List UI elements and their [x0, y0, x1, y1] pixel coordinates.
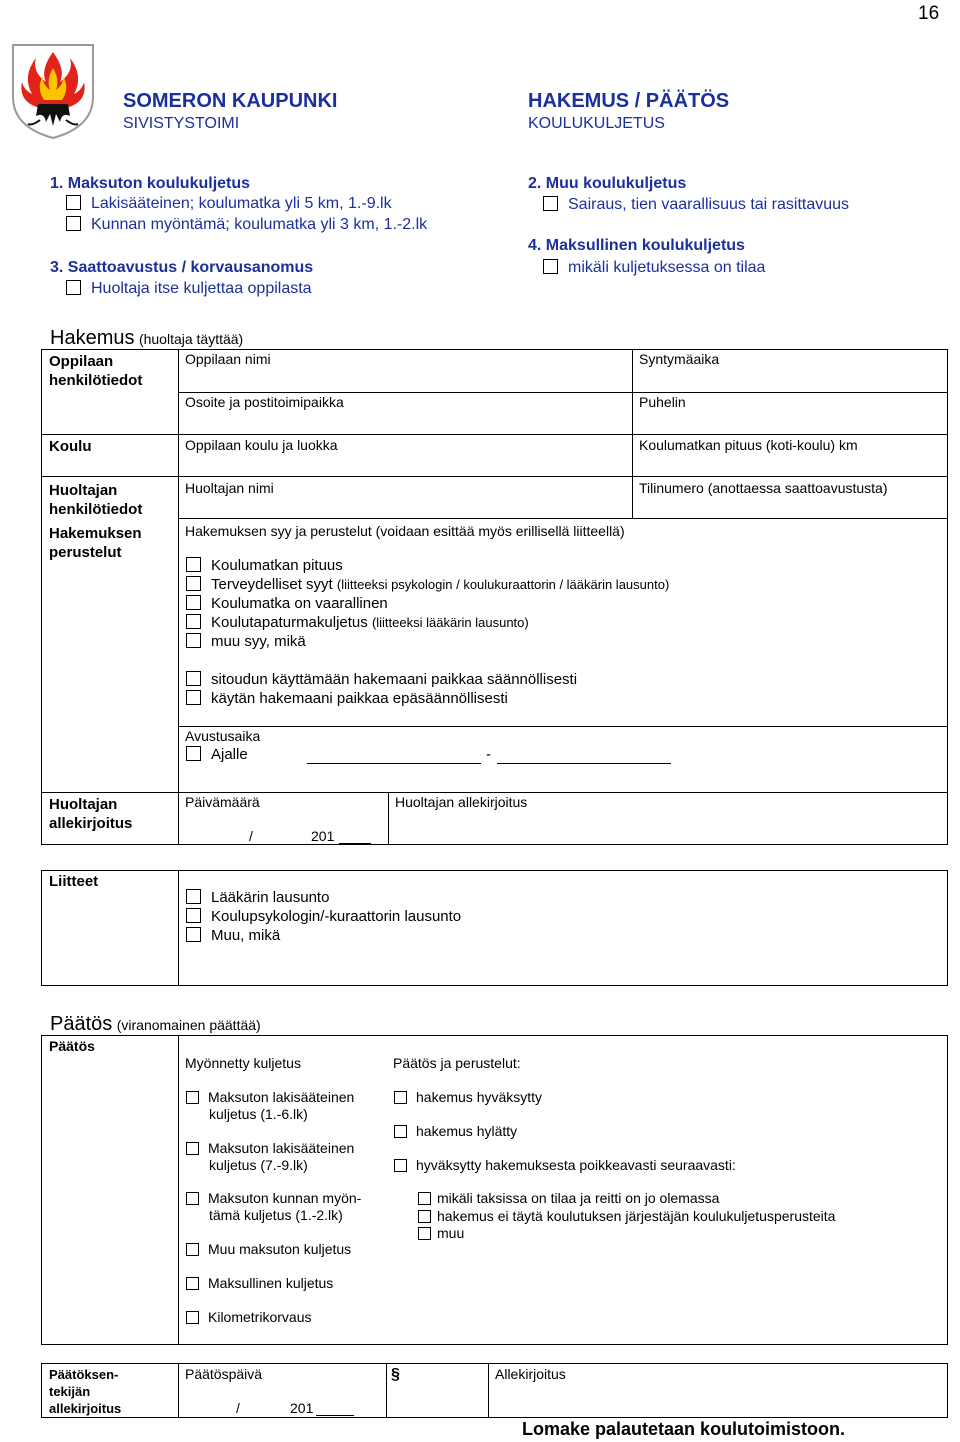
attachment-other: Muu, mikä: [186, 927, 280, 944]
decision-signer-label: Päätöksen- tekijän allekirjoitus: [49, 1367, 122, 1416]
reason-health-checkbox[interactable]: [186, 576, 201, 591]
option-2a: Sairaus, tien vaarallisuus tai rasittavuus: [543, 196, 849, 214]
decision-deviating: hyväksytty hakemuksesta poikkeavasti seuraavasti:: [394, 1157, 736, 1173]
reason-accident-checkbox[interactable]: [186, 614, 201, 629]
column-divider: [488, 1363, 489, 1418]
school-class-field[interactable]: Oppilaan koulu ja luokka: [185, 437, 338, 453]
decision-signature-field[interactable]: Allekirjoitus: [495, 1366, 566, 1382]
reason-dangerous: Koulumatka on vaarallinen: [186, 595, 388, 612]
application-heading: Hakemus (huoltaja täyttää): [50, 327, 244, 349]
decision-grounds-label: Päätös ja perustelut:: [393, 1055, 521, 1071]
address-field[interactable]: Osoite ja postitoimipaikka: [185, 394, 344, 410]
decision-date-label: Päätöspäivä: [185, 1366, 263, 1382]
option-1a: Lakisääteinen; koulumatka yli 5 km, 1.-9.lk: [66, 195, 392, 213]
deviating-sub-1-checkbox[interactable]: [418, 1192, 431, 1205]
date-label: Päivämäärä: [185, 794, 260, 810]
birth-date-field[interactable]: Syntymäaika: [639, 351, 720, 367]
column-divider: [178, 1363, 179, 1418]
granted-option-2: Maksuton lakisääteinen kuljetus (7.-9.lk): [186, 1140, 354, 1174]
granted-option-5: Maksullinen kuljetus: [186, 1275, 333, 1291]
option-2-title: 2. Muu koulukuljetus: [528, 175, 687, 192]
document-subtitle: KOULUKULJETUS: [528, 115, 665, 132]
commit-regular-checkbox[interactable]: [186, 671, 201, 686]
option-1b-checkbox[interactable]: [66, 216, 81, 231]
granted-option-6-checkbox[interactable]: [186, 1311, 199, 1324]
phone-field[interactable]: Puhelin: [639, 394, 686, 410]
attachment-doctor: Lääkärin lausunto: [186, 889, 329, 906]
column-divider: [386, 1363, 387, 1418]
option-1-title: 1. Maksuton koulukuljetus: [50, 175, 251, 192]
column-divider: [632, 349, 633, 476]
attachment-psychologist-checkbox[interactable]: [186, 908, 201, 923]
guardian-signature-field[interactable]: Huoltajan allekirjoitus: [395, 794, 528, 810]
reason-health: Terveydelliset syyt (liitteeksi psykologin / koulukuraattorin / lääkärin lausunto): [186, 576, 669, 593]
reason-dangerous-checkbox[interactable]: [186, 595, 201, 610]
commit-regular: sitoudun käyttämään hakemaani paikkaa säännöllisesti: [186, 671, 577, 688]
decision-date-slash: /: [236, 1400, 240, 1416]
grounds-intro: Hakemuksen syy ja perustelut (voidaan esittää myös erillisellä liitteellä): [185, 523, 625, 539]
decision-rejected: hakemus hylätty: [394, 1123, 517, 1139]
school-label: Koulu: [49, 438, 92, 455]
page-number: 16: [918, 3, 940, 24]
date-year: 201: [311, 828, 335, 844]
granted-option-1-checkbox[interactable]: [186, 1091, 199, 1104]
option-2a-checkbox[interactable]: [543, 196, 558, 211]
decision-approved-checkbox[interactable]: [394, 1091, 407, 1104]
commit-irregular: käytän hakemaani paikkaa epäsäännöllisesti: [186, 690, 508, 707]
option-3a-checkbox[interactable]: [66, 280, 81, 295]
deviating-sub-2-checkbox[interactable]: [418, 1210, 431, 1223]
coat-of-arms-logo: [10, 42, 96, 140]
reason-other-checkbox[interactable]: [186, 633, 201, 648]
decision-date-year-line[interactable]: [316, 1415, 354, 1416]
guardian-signature-label: Huoltajan allekirjoitus: [49, 796, 133, 832]
reason-other: muu syy, mikä: [186, 633, 306, 650]
deviating-sub-3: muu: [418, 1225, 464, 1241]
decision-rejected-checkbox[interactable]: [394, 1125, 407, 1138]
column-divider: [178, 870, 179, 986]
decision-heading: Päätös (viranomainen päättää): [50, 1013, 261, 1035]
reason-distance: Koulumatkan pituus: [186, 557, 343, 574]
row-divider: [178, 518, 948, 519]
granted-option-4: Muu maksuton kuljetus: [186, 1241, 351, 1257]
reason-accident: Koulutapaturmakuljetus (liitteeksi lääkärin lausunto): [186, 614, 529, 631]
document-title: HAKEMUS / PÄÄTÖS: [528, 90, 730, 112]
pupil-info-label: Oppilaan henkilötiedot: [49, 353, 143, 389]
option-3a: Huoltaja itse kuljettaa oppilasta: [66, 280, 312, 298]
attachments-label: Liitteet: [49, 873, 99, 890]
column-divider: [178, 349, 179, 845]
granted-option-5-checkbox[interactable]: [186, 1277, 199, 1290]
guardian-name-field[interactable]: Huoltajan nimi: [185, 480, 274, 496]
footer-note: Lomake palautetaan koulutoimistoon.: [522, 1419, 846, 1439]
granted-option-3: Maksuton kunnan myön- tämä kuljetus (1.-2.lk): [186, 1190, 361, 1224]
decision-approved: hakemus hyväksytty: [394, 1089, 542, 1105]
granted-option-1: Maksuton lakisääteinen kuljetus (1.-6.lk): [186, 1089, 354, 1123]
granted-option-6: Kilometrikorvaus: [186, 1309, 311, 1325]
option-4-title: 4. Maksullinen koulukuljetus: [528, 237, 745, 254]
grounds-label: Hakemuksen perustelut: [49, 525, 142, 561]
column-divider: [388, 792, 389, 845]
period-start-line[interactable]: [307, 763, 481, 764]
date-year-line[interactable]: [339, 843, 371, 844]
granted-option-2-checkbox[interactable]: [186, 1142, 199, 1155]
period-checkbox[interactable]: [186, 746, 201, 761]
row-divider: [178, 392, 948, 393]
distance-field[interactable]: Koulumatkan pituus (koti-koulu) km: [639, 437, 858, 453]
attachment-other-checkbox[interactable]: [186, 927, 201, 942]
option-1b: Kunnan myöntämä; koulumatka yli 3 km, 1.-2.lk: [66, 216, 427, 234]
pupil-name-field[interactable]: Oppilaan nimi: [185, 351, 271, 367]
deviating-sub-2: hakemus ei täytä koulutuksen järjestäjän koulukuljetusperusteita: [418, 1208, 835, 1224]
granted-transport-label: Myönnetty kuljetus: [185, 1055, 301, 1071]
decision-deviating-checkbox[interactable]: [394, 1159, 407, 1172]
granted-option-4-checkbox[interactable]: [186, 1243, 199, 1256]
column-divider: [632, 476, 633, 518]
period-dash: -: [486, 746, 491, 763]
period-row: Ajalle: [186, 746, 248, 763]
option-4a: mikäli kuljetuksessa on tilaa: [543, 259, 765, 277]
decision-label: Päätös: [49, 1038, 95, 1054]
org-name: SOMERON KAUPUNKI: [123, 90, 338, 112]
option-1a-checkbox[interactable]: [66, 195, 81, 210]
option-4a-checkbox[interactable]: [543, 259, 558, 274]
reason-distance-checkbox[interactable]: [186, 557, 201, 572]
guardian-info-label: Huoltajan henkilötiedot: [49, 482, 143, 518]
column-divider: [178, 1035, 179, 1345]
decision-date-year: 201: [290, 1400, 314, 1416]
option-3-title: 3. Saattoavustus / korvausanomus: [50, 259, 314, 276]
attachment-doctor-checkbox[interactable]: [186, 889, 201, 904]
org-department: SIVISTYSTOIMI: [123, 115, 240, 132]
commit-irregular-checkbox[interactable]: [186, 690, 201, 705]
row-divider: [178, 726, 948, 727]
period-label: Avustusaika: [185, 728, 261, 744]
deviating-sub-3-checkbox[interactable]: [418, 1227, 431, 1240]
attachment-psychologist: Koulupsykologin/-kuraattorin lausunto: [186, 908, 461, 925]
section-symbol: §: [391, 1366, 400, 1383]
date-slash: /: [249, 828, 253, 844]
granted-option-3-checkbox[interactable]: [186, 1192, 199, 1205]
deviating-sub-1: mikäli taksissa on tilaa ja reitti on jo olemassa: [418, 1190, 719, 1206]
account-number-field[interactable]: Tilinumero (anottaessa saattoavustusta): [639, 480, 888, 496]
period-end-line[interactable]: [497, 763, 671, 764]
